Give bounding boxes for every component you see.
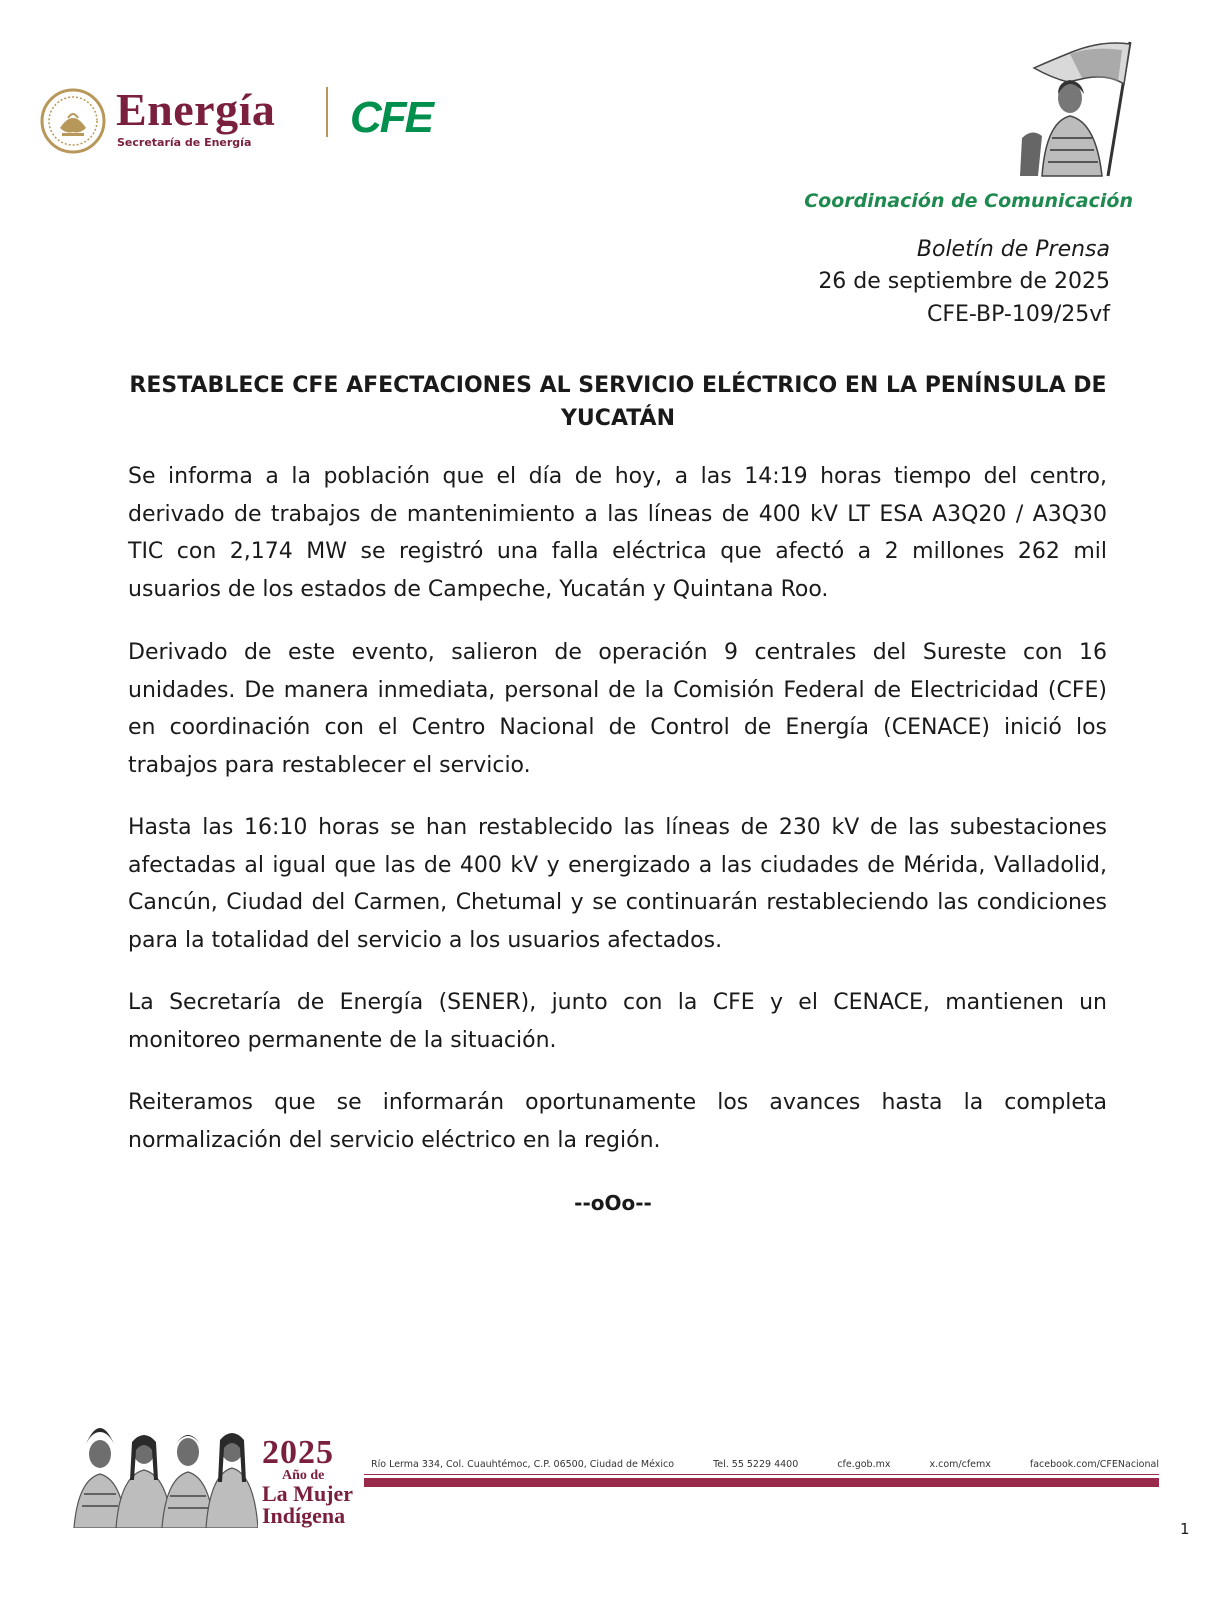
energia-logo-subtitle: Secretaría de Energía <box>117 136 252 149</box>
year-subtitle-line2: La Mujer <box>262 1481 354 1506</box>
footer-phone: Tel. 55 5229 4400 <box>713 1459 799 1470</box>
body-paragraph: Derivado de este evento, salieron de operación 9 centrales del Sureste con 16 unidades. De manera inmediata, personal de la Comisión Federal de Electricidad (CFE) en coordinación con el Centro Nacional de Control de Energía (CENACE) inició los trabajos para restablecer el servicio. <box>128 640 1107 778</box>
doc-type: Boletín de Prensa <box>916 237 1110 262</box>
body-paragraph: La Secretaría de Energía (SENER), junto con la CFE y el CENACE, mantienen un monitoreo permanente de la situación. <box>128 990 1107 1053</box>
footer-contacts <box>371 1459 1159 1470</box>
footer-x-link[interactable]: x.com/cfemx <box>929 1459 991 1470</box>
body-paragraph: Se informa a la población que el día de hoy, a las 14:19 horas tiempo del centro, derivado de trabajos de mantenimiento a las líneas de 400 kV LT ESA A3Q20 / A3Q30 TIC con 2,174 MW se registró una falla eléctrica que afectó a 2 millones 262 mil usuarios de los estados de Campeche, Yucatán y Quintana Roo. <box>128 464 1107 602</box>
cfe-logo: CFE <box>350 93 432 142</box>
footer-bar <box>364 1478 1159 1487</box>
page-number: 1 <box>1180 1520 1190 1538</box>
year-subtitle-line3: Indígena <box>262 1503 346 1528</box>
press-release-headline: RESTABLECE CFE AFECTACIONES AL SERVICIO ELÉCTRICO EN LA PENÍNSULA DE YUCATÁN <box>129 373 1107 431</box>
department-label: Coordinación de Comunicación <box>804 190 1133 212</box>
doc-date: 26 de septiembre de 2025 <box>818 269 1110 294</box>
footer-website-link[interactable]: cfe.gob.mx <box>837 1459 891 1470</box>
closing-mark: --oOo-- <box>574 1191 652 1215</box>
woman-with-flag-illustration <box>1012 38 1148 178</box>
mexico-seal-logo <box>40 88 106 154</box>
body-paragraph: Hasta las 16:10 horas se han restablecido las líneas de 230 kV de las subestaciones afectadas al igual que las de 400 kV y energizado a las ciudades de Mérida, Valladolid, Cancún, Ciudad del Carmen, Chetumal y se continuarán restableciendo las condiciones para la totalidad del servicio a los usuarios afectados. <box>128 815 1107 953</box>
year-of-indigenous-woman-logo <box>262 1434 354 1528</box>
year-subtitle-line1: Año de <box>282 1468 325 1483</box>
logo-divider <box>326 87 328 137</box>
energia-logo-text: Energía <box>116 84 276 135</box>
body-paragraph: Reiteramos que se informarán oportunamente los avances hasta la completa normalización del servicio eléctrico en la región. <box>128 1090 1107 1153</box>
indigenous-women-illustration <box>70 1410 258 1528</box>
year-label: 2025 <box>262 1434 334 1471</box>
footer-address: Río Lerma 334, Col. Cuauhtémoc, C.P. 06500, Ciudad de México <box>371 1459 675 1470</box>
footer-rule <box>364 1474 1159 1475</box>
doc-reference: CFE-BP-109/25vf <box>926 302 1110 327</box>
footer-facebook-link[interactable]: facebook.com/CFENacional <box>1029 1459 1159 1470</box>
